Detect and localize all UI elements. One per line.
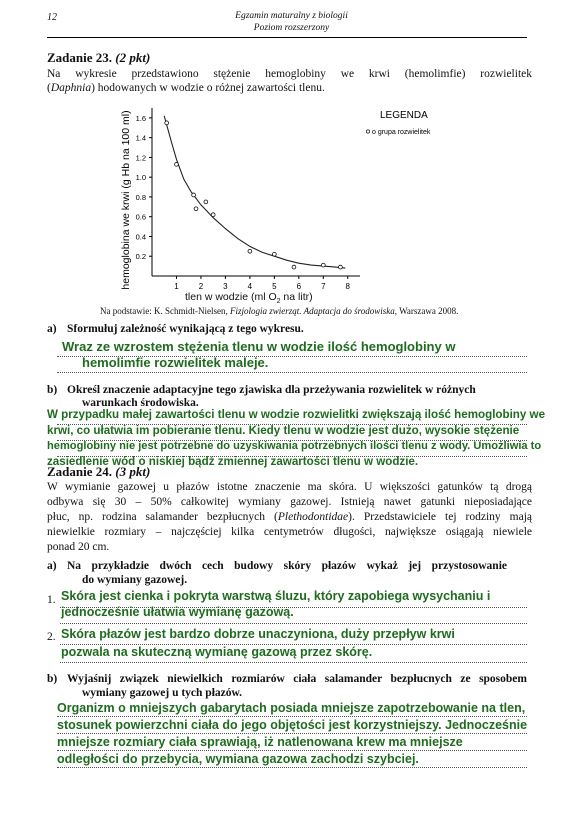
y-tick-label: 1.6 bbox=[135, 113, 146, 123]
task23a-label: a) bbox=[47, 323, 57, 335]
task24b-question-line2: wymiany gazowej u tych płazów. bbox=[82, 687, 243, 699]
y-tick-label: 0.2 bbox=[135, 252, 146, 262]
task24a-label: a) bbox=[47, 560, 57, 572]
header-rule bbox=[47, 37, 527, 38]
data-point bbox=[292, 265, 296, 269]
x-tick-label: 4 bbox=[247, 282, 253, 291]
task23a-question: Sformułuj zależność wynikającą z tego wykresu. bbox=[67, 323, 304, 335]
answer-line bbox=[60, 662, 527, 663]
task24a-item2-number: 2. bbox=[47, 631, 56, 643]
y-tick-label: 1.2 bbox=[135, 153, 146, 163]
answer-line bbox=[57, 767, 527, 768]
legend-item: o grupa rozwielitek bbox=[372, 129, 431, 136]
species-name: Daphnia bbox=[50, 82, 92, 94]
data-point bbox=[165, 121, 169, 125]
source-suffix: , Warszawa 2008. bbox=[394, 306, 459, 316]
answer-line bbox=[60, 623, 527, 624]
task23a-answer-line1[interactable]: Wraz ze wzrostem stężenia tlenu w wodzie ilość hemoglobiny w bbox=[62, 339, 456, 354]
task24a-question-line1: Na przykładzie dwóch cech budowy skóry płazów wykaż jej przystosowanie bbox=[67, 560, 507, 572]
answer-line bbox=[57, 716, 527, 717]
data-point bbox=[272, 252, 276, 256]
y-tick-label: 1.0 bbox=[135, 173, 146, 183]
chart-ticks-group bbox=[136, 114, 351, 291]
y-tick-label: 0.4 bbox=[135, 232, 146, 242]
source-book: Fizjologia zwierząt. Adaptacja do środowiska bbox=[229, 306, 395, 316]
task24-intro-line1: W wymianie gazowej u płazów istotne znaczenie ma skóra. U większości gatunków tą drogą bbox=[47, 481, 532, 493]
task23a-answer-line2[interactable]: hemolimfie rozwielitek maleje. bbox=[82, 355, 269, 370]
chart-axes-group bbox=[152, 108, 360, 276]
data-point bbox=[204, 200, 208, 204]
answer-line bbox=[57, 733, 527, 734]
x-tick-label: 7 bbox=[321, 282, 326, 291]
intro-paren-open: ( bbox=[47, 82, 51, 94]
page-number: 12 bbox=[47, 12, 57, 23]
data-point bbox=[192, 193, 196, 197]
task24a-question-line2: do wymiany gazowej. bbox=[82, 574, 188, 586]
chart-source bbox=[100, 306, 458, 316]
source-prefix: Na podstawie: K. Schmidt-Nielsen, bbox=[100, 306, 230, 316]
task23-intro-line1: Na wykresie przedstawiono stężenie hemoglobiny we krwi (hemolimfie) rozwielitek bbox=[47, 68, 532, 80]
y-axis-label: hemoglobina we krwi (g Hb na 100 ml) bbox=[120, 110, 132, 290]
data-point bbox=[248, 249, 252, 253]
data-point bbox=[321, 263, 325, 267]
task24-heading bbox=[47, 464, 150, 480]
y-tick-label: 0.8 bbox=[135, 192, 146, 202]
task24a-item1-number: 1. bbox=[47, 594, 56, 606]
y-tick-label: 0.6 bbox=[135, 212, 146, 222]
task24b-answer-line1[interactable]: Organizm o mniejszych gabarytach posiada mniejsze zapotrzebowanie na tlen, bbox=[57, 701, 526, 715]
legend-marker bbox=[366, 130, 369, 133]
intro-rest: ) hodowanych w wodzie o różnej zawartości tlenu. bbox=[91, 82, 325, 94]
task24-intro-line5: ponad 20 cm. bbox=[47, 541, 110, 553]
task24-title: Zadanie 24. bbox=[47, 464, 113, 479]
task24-intro-line3 bbox=[47, 511, 532, 523]
task24a-answer1-line1[interactable]: Skóra jest cienka i pokryta warstwą śluzu, który zapobiega wysychaniu i bbox=[61, 589, 491, 603]
exam-level: Poziom rozszerzony bbox=[253, 23, 330, 33]
task23b-answer-line2[interactable]: krwi, co ułatwia im pobieranie tlenu. Kiedy tlenu w wodzie jest dużo, wysokie stężenie bbox=[47, 424, 520, 437]
task23b-question-line1: Określ znaczenie adaptacyjne tego zjawiska dla przeżywania rozwielitek w różnych bbox=[67, 384, 476, 396]
data-point bbox=[175, 162, 179, 166]
intro3-prefix: płuc, np. rodzina salamander bezpłucnych ( bbox=[47, 511, 278, 523]
task24b-answer-line3[interactable]: mniejsze rozmiary ciała sprawiają, iż natlenowana krew ma mniejsze bbox=[57, 735, 463, 749]
data-points-group bbox=[165, 121, 343, 269]
y-tick-label: 1.4 bbox=[135, 133, 146, 143]
task24-intro-line2: odbywa się 30 – 50% całkowitej wymiany gazowej. Istnieją nawet gatunki nieposiadające bbox=[47, 496, 532, 508]
task23-intro-line2 bbox=[47, 82, 325, 94]
x-tick-label: 3 bbox=[223, 282, 228, 291]
x-tick-label: 6 bbox=[296, 282, 302, 291]
task24a-answer1-line2[interactable]: jednocześnie ułatwia wymianę gazową. bbox=[61, 605, 294, 619]
task23-title: Zadanie 23. bbox=[47, 50, 113, 65]
task23b-question-line2: warunkach środowiska. bbox=[82, 397, 199, 409]
task23-heading bbox=[47, 50, 150, 66]
answer-line bbox=[57, 372, 527, 373]
task24-points: (3 pkt) bbox=[115, 464, 151, 479]
x-axis-label: tlen w wodzie (ml $O_2$ na litr) bbox=[185, 291, 313, 306]
task23b-answer-line1[interactable]: W przypadku małej zawartości tlenu w wodzie rozwielitki zwiększają ilość hemoglobiny we bbox=[47, 408, 546, 421]
data-point bbox=[211, 213, 215, 217]
family-name: Plethodontidae bbox=[277, 511, 349, 523]
task24a-answer2-line2[interactable]: pozwala na skuteczną wymianę gazową przez skórę. bbox=[61, 645, 373, 659]
hemoglobin-chart bbox=[110, 100, 550, 305]
task24b-answer-line4[interactable]: odległości do przebycia, wymiana gazowa zachodzi szybciej. bbox=[57, 752, 419, 766]
trend-line bbox=[164, 116, 345, 268]
intro3-suffix: ). Przedstawiciele tej rodziny mają bbox=[348, 511, 532, 523]
task23b-label: b) bbox=[47, 384, 58, 396]
task23b-answer-line3[interactable]: hemoglobiny nie jest potrzebne do uzyskiwania potrzebnych ilości tlenu z wody. Umożliwia to bbox=[47, 440, 542, 452]
task24b-answer-line2[interactable]: stosunek powierzchni ciała do jego objętości jest korzystniejszy. Jednocześnie bbox=[57, 718, 528, 732]
x-tick-label: 5 bbox=[272, 282, 277, 291]
x-tick-label: 8 bbox=[345, 282, 350, 291]
task23-points: (2 pkt) bbox=[115, 50, 151, 65]
task24a-answer2-line1[interactable]: Skóra płazów jest bardzo dobrze unaczyniona, duży przepływ krwi bbox=[61, 627, 455, 641]
data-point bbox=[339, 265, 343, 269]
task24-intro-line4: niewielkie rozmiary – najczęściej kilka centymetrów długości, największe osiągają niewiele bbox=[47, 526, 532, 538]
legend-title: LEGENDA bbox=[380, 110, 428, 121]
x-tick-label: 1 bbox=[174, 282, 179, 291]
task23b-answer-line4[interactable]: zasiedlenie wód o niskiej bądź zmiennej zawartości tlenu w wodzie. bbox=[47, 455, 419, 468]
task24b-question-line1: Wyjaśnij związek niewielkich rozmiarów ciała salamander bezpłucnych ze sposobem bbox=[67, 673, 527, 685]
answer-line bbox=[57, 750, 527, 751]
task24b-label: b) bbox=[47, 673, 58, 685]
x-tick-label: 2 bbox=[198, 282, 204, 291]
data-point bbox=[194, 207, 198, 211]
exam-title: Egzamin maturalny z biologii bbox=[235, 11, 348, 21]
